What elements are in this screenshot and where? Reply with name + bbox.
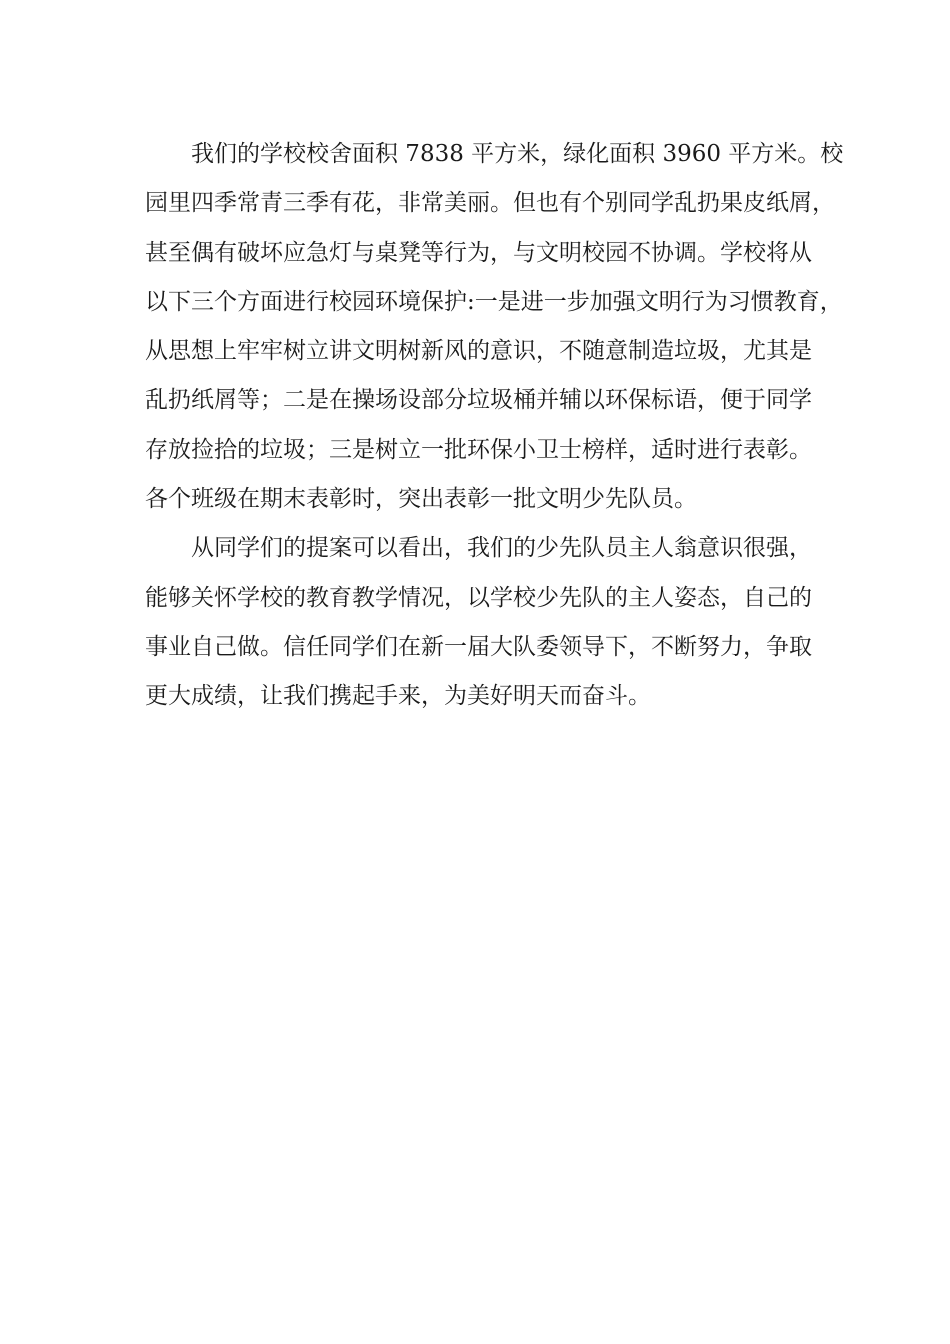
text-line: 乱扔纸屑等；二是在操场设部分垃圾桶并辅以环保标语，便于同学 xyxy=(145,387,812,414)
paragraph-conclusion xyxy=(145,524,810,721)
text-line: 更大成绩，让我们携起手来，为美好明天而奋斗。 xyxy=(145,683,651,710)
text-line: 园里四季常青三季有花，非常美丽。但也有个别同学乱扔果皮纸屑， xyxy=(145,190,835,217)
text-line: 存放捡拾的垃圾；三是树立一批环保小卫士榜样，适时进行表彰。 xyxy=(145,436,812,463)
text-line: 以下三个方面进行校园环境保护:一是进一步加强文明行为习惯教育， xyxy=(145,288,843,315)
text-line: 各个班级在期末表彰时，突出表彰一批文明少先队员。 xyxy=(145,486,697,513)
text-line: 事业自己做。信任同学们在新一届大队委领导下，不断努力，争取 xyxy=(145,633,812,660)
text-line: 甚至偶有破坏应急灯与桌凳等行为，与文明校园不协调。学校将从 xyxy=(145,239,812,266)
paragraph-campus-environment xyxy=(145,130,844,524)
text-line: 我们的学校校舍面积 7838 平方米，绿化面积 3960 平方米。校 xyxy=(191,141,844,167)
text-line: 从思想上牢牢树立讲文明树新风的意识，不随意制造垃圾，尤其是 xyxy=(145,338,812,365)
document-body xyxy=(145,130,844,722)
text-line: 从同学们的提案可以看出，我们的少先队员主人翁意识很强， xyxy=(191,535,812,562)
text-line: 能够关怀学校的教育教学情况，以学校少先队的主人姿态，自己的 xyxy=(145,584,812,611)
